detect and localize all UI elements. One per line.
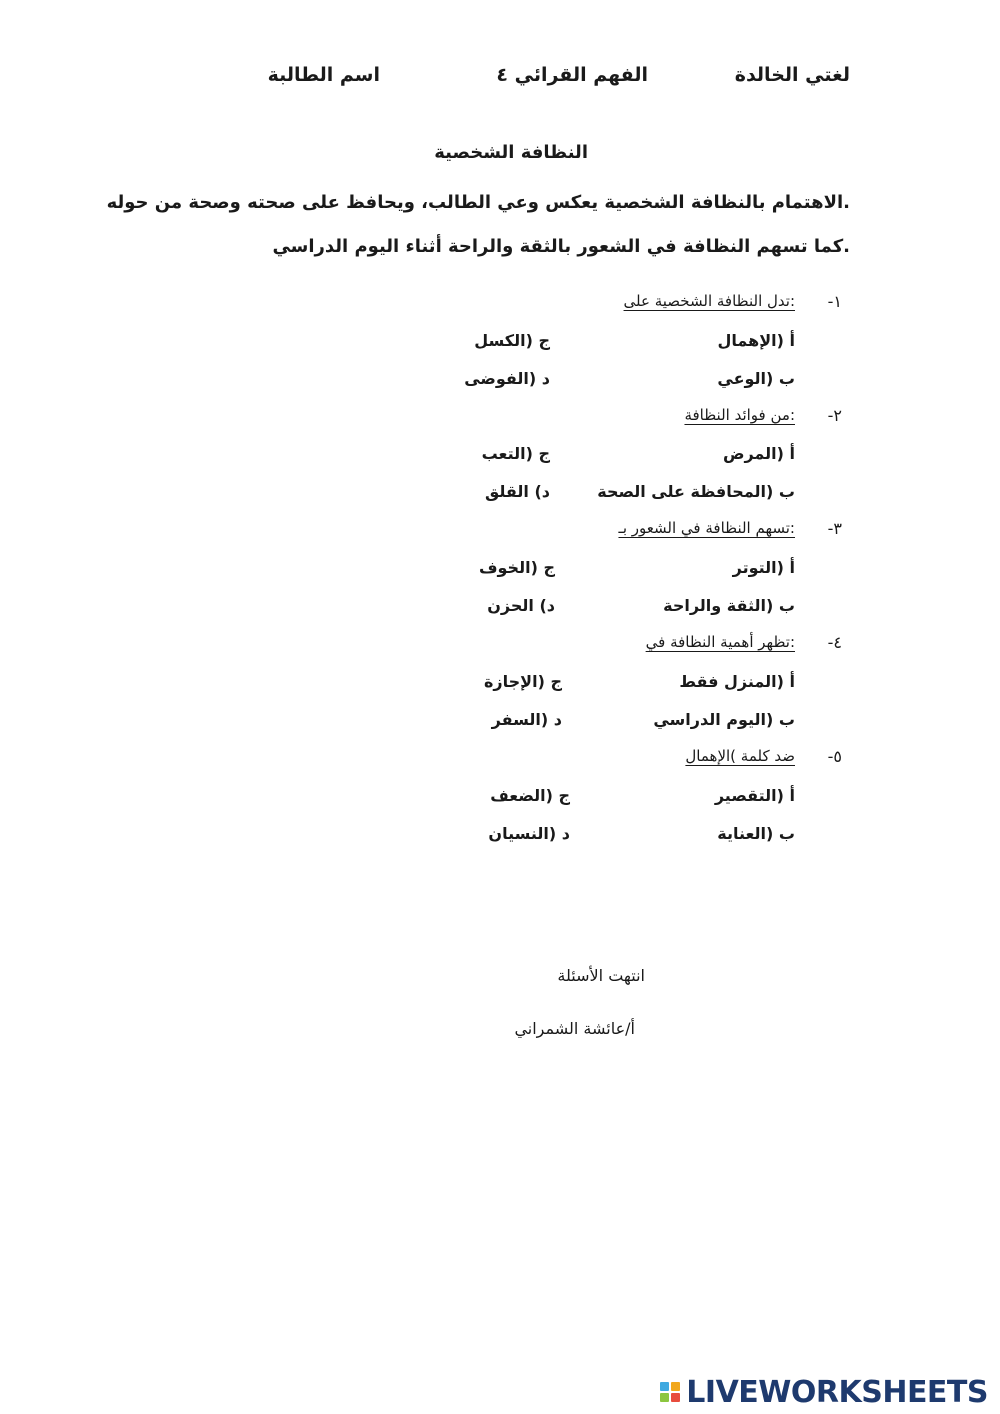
option-c[interactable]: ج (الضعف [490,786,570,805]
question-text: :تظهر أهمية النظافة في [645,633,795,651]
question-number: ٣- [827,519,842,538]
option-b[interactable]: ب (اليوم الدراسي [653,710,795,729]
logo-square [671,1382,680,1391]
option-a[interactable]: أ (التقصير [714,786,795,805]
option-c[interactable]: ج (الكسل [474,331,550,350]
passage-line-2: .كما تسهم النظافة في الشعور بالثقة والراحة أثناء اليوم الدراسي [272,236,850,257]
liveworksheets-wordmark: LIVEWORKSHEETS [686,1374,988,1410]
question-number: ٤- [827,633,842,652]
end-of-questions: انتهت الأسئلة [557,966,645,985]
option-c[interactable]: ج (الخوف [478,558,555,577]
option-b[interactable]: ب (العناية [717,824,795,843]
option-c[interactable]: ج (التعب [481,444,550,463]
option-a[interactable]: أ (التوتر [732,558,795,577]
option-a[interactable]: أ (الإهمال [717,331,795,350]
option-c[interactable]: ج (الإجازة [483,672,562,691]
question-number: ١- [827,292,842,311]
question-text: :تدل النظافة الشخصية على [623,292,795,310]
liveworksheets-logo[interactable] [660,1372,988,1412]
liveworksheets-mark-icon [660,1382,680,1402]
option-a[interactable]: أ (المنزل فقط [679,672,795,691]
passage-line-1: .الاهتمام بالنظافة الشخصية يعكس وعي الطالب، ويحافظ على صحته وصحة من حوله [106,192,850,213]
student-name-label: اسم الطالبة [267,64,380,86]
option-b[interactable]: ب (المحافظة على الصحة [597,482,795,501]
option-d[interactable]: د) الحزن [487,596,555,615]
question-text: ضد كلمة )الإهمال [685,747,795,765]
option-b[interactable]: ب (الثقة والراحة [663,596,795,615]
subject-title: لغتي الخالدة [734,64,850,86]
question-number: ٢- [827,406,842,425]
teacher-name: أ/عائشة الشمراني [514,1019,635,1038]
lesson-title: الفهم القرائي ٤ [496,64,648,86]
page-title: النظافة الشخصية [434,142,588,163]
question-text: :تسهم النظافة في الشعور بـ [618,519,795,537]
option-b[interactable]: ب (الوعي [717,369,795,388]
option-d[interactable]: د) القلق [484,482,550,501]
logo-square [660,1382,669,1391]
question-number: ٥- [827,747,842,766]
option-d[interactable]: د (الفوضى [464,369,550,388]
option-d[interactable]: د (السفر [491,710,562,729]
option-d[interactable]: د (النسيان [488,824,570,843]
option-a[interactable]: أ (المرض [722,444,795,463]
logo-square [660,1393,669,1402]
question-text: :من فوائد النظافة [684,406,795,424]
logo-square [671,1393,680,1402]
